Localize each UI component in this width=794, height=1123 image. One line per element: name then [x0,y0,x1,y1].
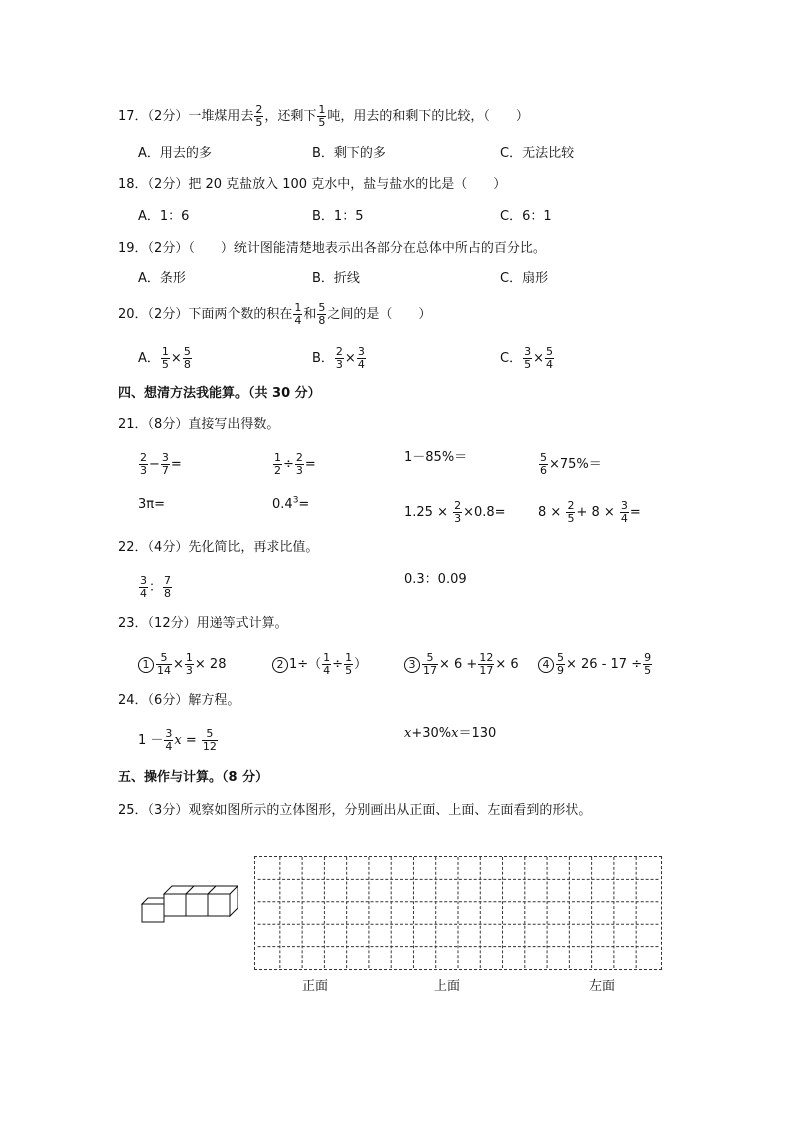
circled-number: 4 [538,657,554,673]
cube-front-face [186,894,208,916]
q20-option-b: B． $\frac{2}{3}$ × $\frac{3}{4}$ [312,345,365,371]
q17-option-b: B．剩下的多 [312,146,386,161]
fraction: $\frac{5}{8}$ [318,301,326,327]
q19-stem: 19．（2分）（ ）统计图能清楚地表示出各部分在总体中所占的百分比。 [118,241,546,256]
q24-stem: 24．（6分）解方程。 [118,693,241,708]
q17-option-c: C．无法比较 [500,146,575,161]
q23-problem-1: 1 $\frac{5}{14}$ × $\frac{1}{3}$ × 28 [138,652,226,677]
cube-front-face [164,894,186,916]
q21-expr-3: 1－85%＝ [404,450,468,465]
section-5-title: 五、操作与计算。（8 分） [118,770,269,785]
q25-stem: 25．（3分）观察如图所示的立体图形，分别画出从正面、上面、左面看到的形状。 [118,803,592,818]
q23-stem: 23．（12分）用递等式计算。 [118,616,288,631]
circled-number: 2 [272,657,288,673]
fraction: $\frac{1}{4}$ [294,301,302,327]
q19-option-a: A．条形 [138,271,186,286]
q22-ratio-1: $\frac{3}{4}$ ： $\frac{7}{8}$ [140,574,172,600]
view-label-top: 上面 [434,979,461,994]
q19-option-c: C．扇形 [500,271,549,286]
circled-number: 1 [138,657,154,673]
q23-problem-2: 2 1÷（ $\frac{1}{4}$ ÷ $\frac{1}{5}$ ） [272,652,367,677]
q24-equation-1: 1 － $\frac{3}{4}$ x = $\frac{5}{12}$ [138,727,217,753]
q21-expr-8: 8 × $\frac{2}{5}$ + 8 × $\frac{3}{4}$ = [538,499,641,525]
q18-option-c: C．6：1 [500,209,552,224]
q22-ratio-2: 0.3：0.09 [404,572,467,587]
circled-number: 3 [404,657,420,673]
q21-expr-2: $\frac{1}{2}$ ÷ $\frac{2}{3}$ = [274,451,316,477]
cube-top-face [142,898,164,904]
drawing-grid [254,856,662,970]
q20-stem: 20．（2分）下面两个数的积在 $\frac{1}{4}$ 和 $\frac{5}{8}$ 之间的是（ ） [118,301,432,327]
q21-expr-7: 1.25 × $\frac{2}{3}$ ×0.8= [404,499,506,525]
fraction: $\frac{2}{5}$ [255,103,263,129]
q17-stem: 17．（2分）一堆煤用去 $\frac{2}{5}$ ，还剩下 $\frac{1}{5}$ 吨，用去的和剩下的比较，（ ） [118,103,529,129]
cube-front-face [208,894,230,916]
view-label-left: 左面 [589,979,616,994]
q21-expr-1: $\frac{2}{3}$ − $\frac{3}{7}$ = [140,451,182,477]
q18-option-a: A．1：6 [138,209,190,224]
view-label-front: 正面 [302,979,329,994]
q20-option-a: A． $\frac{1}{5}$ × $\frac{5}{8}$ [138,345,191,371]
cube-figure [138,882,238,924]
q24-equation-2: x+30%x＝130 [404,726,497,741]
q20-option-c: C． $\frac{3}{5}$ × $\frac{5}{4}$ [500,345,553,371]
q22-stem: 22．（4分）先化简比，再求比值。 [118,540,319,555]
q19-option-b: B．折线 [312,271,360,286]
q21-expr-5: 3π= [138,497,165,512]
q21-expr-6: $0.4^3=$ [272,495,310,512]
q18-option-b: B．1：5 [312,209,364,224]
q23-problem-3: 3 $\frac{5}{17}$ × 6 + $\frac{12}{17}$ × 6 [404,652,519,677]
fraction: $\frac{1}{5}$ [318,103,326,129]
q23-problem-4: 4 $\frac{5}{9}$ × 26 - 17 ÷ $\frac{9}{5}$ [538,652,653,677]
q17-option-a: A．用去的多 [138,146,212,161]
q21-stem: 21．（8分）直接写出得数。 [118,417,280,432]
cube-front-face [142,904,164,922]
q21-expr-4: $\frac{5}{6}$ ×75%＝ [540,451,602,477]
q18-stem: 18．（2分）把 20 克盐放入 100 克水中，盐与盐水的比是（ ） [118,177,507,192]
section-4-title: 四、想清方法我能算。（共 30 分） [118,386,321,401]
